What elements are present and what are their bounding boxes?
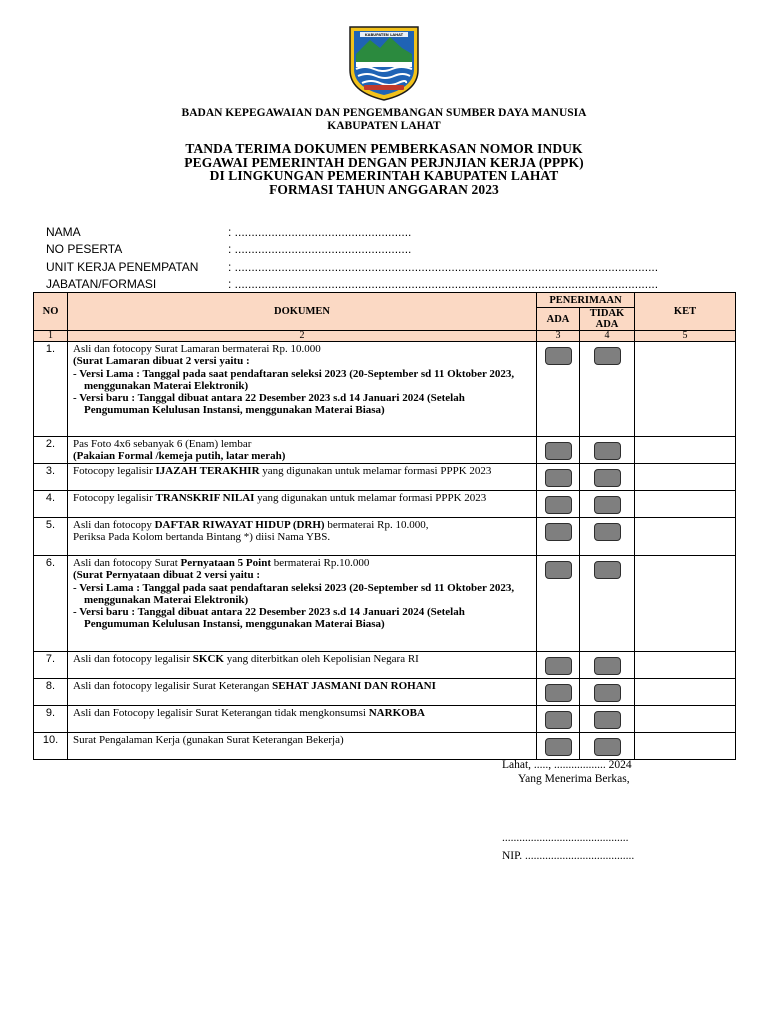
field-value-blank[interactable]: : ............................................................................................................................... — [228, 276, 659, 291]
doc-text: Asli dan fotocopy legalisir — [73, 653, 193, 665]
title-line-3: DI LINGKUNGAN PEMERINTAH KABUPATEN LAHAT — [209, 168, 559, 183]
ada-cell — [537, 437, 580, 464]
col-number: 2 — [68, 331, 537, 342]
doc-text: Asli dan fotocopy Surat — [73, 557, 181, 569]
document-title — [0, 142, 768, 196]
doc-keyword: IJAZAH TERAKHIR — [155, 465, 260, 477]
table-row — [34, 437, 736, 464]
identity-fields — [46, 225, 736, 294]
document-description — [68, 437, 537, 464]
ada-cell — [537, 491, 580, 518]
tidak-ada-cell — [580, 437, 635, 464]
ada-cell — [537, 518, 580, 556]
tidak-ada-cell — [580, 652, 635, 679]
document-description — [68, 652, 537, 679]
doc-text: Asli dan fotocopy legalisir Surat Keterangan — [73, 680, 273, 692]
tidak-ada-checkbox[interactable] — [594, 469, 621, 487]
ket-cell[interactable] — [635, 464, 736, 491]
field-value-blank[interactable]: : ..................................................... — [228, 225, 412, 239]
doc-main: Pas Foto 4x6 sebanyak 6 (Enam) lembar — [73, 438, 252, 450]
doc-main — [73, 557, 532, 569]
kabupaten-lahat-emblem — [346, 24, 422, 102]
row-number: 5. — [34, 518, 68, 556]
table-row — [34, 652, 736, 679]
doc-bullet: - Versi baru : Tanggal dibuat antara 22 Desember 2023 s.d 14 Januari 2024 (Setelah Pengumuman Kelulusan Instansi, menggunakan Materai Biasa) — [73, 392, 465, 417]
ket-cell[interactable] — [635, 491, 736, 518]
tidak-ada-checkbox[interactable] — [594, 496, 621, 514]
document-description — [68, 518, 537, 556]
document-description — [68, 679, 537, 706]
row-number: 1. — [34, 342, 68, 437]
tidak-ada-cell — [580, 491, 635, 518]
title-line-2: PEGAWAI PEMERINTAH DENGAN PERJNJIAN KERJA (PPPK) — [184, 154, 584, 170]
doc-keyword: DAFTAR RIWAYAT HIDUP (DRH) — [154, 519, 325, 531]
doc-keyword: TRANSKRIF NILAI — [155, 492, 255, 504]
doc-text: yang diterbitkan oleh Kepolisian Negara RI — [223, 653, 419, 665]
document-description — [68, 706, 537, 733]
tidak-ada-cell — [580, 679, 635, 706]
ket-cell[interactable] — [635, 556, 736, 652]
field-value-blank[interactable]: : ............................................................................................................................... — [228, 259, 659, 274]
col-number: 1 — [34, 331, 68, 342]
document-description — [68, 491, 537, 518]
ada-cell — [537, 652, 580, 679]
tidak-ada-checkbox[interactable] — [594, 561, 621, 579]
ket-cell[interactable] — [635, 733, 736, 760]
doc-text: Asli dan Fotocopy legalisir Surat Keterangan tidak mengkonsumsi — [73, 707, 369, 719]
table-row — [34, 464, 736, 491]
field-unit-kerja — [46, 260, 736, 277]
row-number: 2. — [34, 437, 68, 464]
signature-line[interactable]: ............................................ — [502, 832, 629, 844]
col-number: 3 — [537, 331, 580, 342]
tidak-ada-checkbox[interactable] — [594, 684, 621, 702]
nip-field[interactable]: NIP. ...................................... — [502, 850, 635, 862]
ket-cell[interactable] — [635, 652, 736, 679]
table-row — [34, 342, 736, 437]
field-no-peserta — [46, 242, 736, 259]
tidak-ada-cell — [580, 342, 635, 437]
table-row — [34, 556, 736, 652]
field-label: NO PESERTA — [46, 242, 123, 257]
ada-checkbox[interactable] — [545, 347, 572, 365]
organization-header — [0, 107, 768, 133]
tidak-ada-cell — [580, 518, 635, 556]
field-value-blank[interactable]: : ..................................................... — [228, 242, 412, 257]
doc-text: Surat Pengalaman Kerja (gunakan Surat Keterangan Bekerja) — [73, 734, 344, 746]
field-label: UNIT KERJA PENEMPATAN — [46, 259, 199, 274]
signature-block — [502, 758, 632, 786]
doc-keyword: SKCK — [192, 653, 224, 665]
ket-cell[interactable] — [635, 679, 736, 706]
table-row — [34, 733, 736, 760]
ket-cell[interactable] — [635, 437, 736, 464]
doc-text: Asli dan fotocopy — [73, 519, 155, 531]
tidak-ada-checkbox[interactable] — [594, 738, 621, 756]
header-no: NO — [34, 293, 68, 331]
ket-cell[interactable] — [635, 342, 736, 437]
place-date: Lahat, ....., .................. 2024 — [502, 759, 632, 771]
doc-keyword: NARKOBA — [368, 707, 425, 719]
ada-checkbox[interactable] — [545, 469, 572, 487]
ada-cell — [537, 464, 580, 491]
header-ket: KET — [635, 293, 736, 331]
tidak-ada-cell — [580, 464, 635, 491]
doc-text: bermaterai Rp.10.000 — [271, 557, 370, 569]
doc-text: Fotocopy legalisir — [73, 465, 156, 477]
ada-checkbox[interactable] — [545, 684, 572, 702]
tidak-ada-checkbox[interactable] — [594, 442, 621, 460]
doc-keyword: SEHAT JASMANI DAN ROHANI — [272, 680, 436, 692]
row-number: 10. — [34, 733, 68, 760]
receiver-label: Yang Menerima Berkas, — [518, 773, 630, 785]
ada-checkbox[interactable] — [545, 496, 572, 514]
ket-cell[interactable] — [635, 706, 736, 733]
title-line-1: TANDA TERIMA DOKUMEN PEMBERKASAN NOMOR INDUK — [185, 141, 583, 156]
ada-checkbox[interactable] — [545, 738, 572, 756]
table-row — [34, 679, 736, 706]
doc-text: yang digunakan untuk melamar formasi PPPK 2023 — [259, 465, 492, 477]
ada-cell — [537, 706, 580, 733]
ada-cell — [537, 556, 580, 652]
doc-sub: (Surat Lamaran dibuat 2 versi yaitu : — [73, 355, 250, 368]
header-penerimaan: PENERIMAAN — [537, 293, 635, 308]
document-description — [68, 342, 537, 437]
table-row — [34, 491, 736, 518]
document-description — [68, 556, 537, 652]
tidak-ada-cell — [580, 556, 635, 652]
doc-bullet: - Versi Lama : Tanggal pada saat pendaftaran seleksi 2023 (20-September sd 11 Oktober 2023, menggunakan Materai Elektronik) — [73, 367, 515, 392]
ada-checkbox[interactable] — [545, 657, 572, 675]
doc-bullet: - Versi Lama : Tanggal pada saat pendaftaran seleksi 2023 (20-September sd 11 Oktober 2023, menggunakan Materai Elektronik) — [73, 581, 515, 606]
ada-cell — [537, 342, 580, 437]
row-number: 7. — [34, 652, 68, 679]
header-tidak-ada: TIDAK ADA — [580, 308, 635, 331]
doc-text: Fotocopy legalisir — [73, 492, 156, 504]
doc-keyword: Pernyataan 5 Point — [180, 557, 271, 569]
logo-text: KABUPATEN LAHAT — [364, 33, 404, 38]
ada-checkbox[interactable] — [545, 523, 572, 541]
ada-cell — [537, 679, 580, 706]
doc-main: Asli dan fotocopy Surat Lamaran bermaterai Rp. 10.000 — [73, 343, 321, 355]
doc-sub: (Surat Pernyataan dibuat 2 versi yaitu : — [73, 569, 260, 582]
tidak-ada-cell — [580, 733, 635, 760]
title-line-4: FORMASI TAHUN ANGGARAN 2023 — [269, 181, 499, 197]
doc-bullet: - Versi baru : Tanggal dibuat antara 22 Desember 2023 s.d 14 Januari 2024 (Setelah Pengumuman Kelulusan Instansi, menggunakan Materai Biasa) — [73, 606, 465, 631]
ada-checkbox[interactable] — [545, 442, 572, 460]
table-row — [34, 518, 736, 556]
row-number: 4. — [34, 491, 68, 518]
doc-sub: (Pakaian Formal /kemeja putih, latar merah) — [73, 450, 286, 463]
tidak-ada-checkbox[interactable] — [594, 347, 621, 365]
tidak-ada-checkbox[interactable] — [594, 711, 621, 729]
org-line-2: KABUPATEN LAHAT — [327, 120, 441, 132]
tidak-ada-checkbox[interactable] — [594, 523, 621, 541]
row-number: 8. — [34, 679, 68, 706]
column-number-row — [34, 331, 736, 342]
col-number: 4 — [580, 331, 635, 342]
header-ada: ADA — [537, 308, 580, 331]
document-description — [68, 464, 537, 491]
ada-checkbox[interactable] — [545, 561, 572, 579]
field-label: NAMA — [46, 225, 81, 239]
org-line-1: BADAN KEPEGAWAIAN DAN PENGEMBANGAN SUMBER DAYA MANUSIA — [181, 107, 587, 119]
col-number: 5 — [635, 331, 736, 342]
tidak-ada-checkbox[interactable] — [594, 657, 621, 675]
doc-text: yang digunakan untuk melamar formasi PPPK 2023 — [254, 492, 487, 504]
ket-cell[interactable] — [635, 518, 736, 556]
tidak-ada-cell — [580, 706, 635, 733]
document-checklist-table — [33, 292, 736, 760]
table-row — [34, 706, 736, 733]
row-number: 9. — [34, 706, 68, 733]
doc-text: bermaterai Rp. 10.000, — [324, 519, 429, 531]
row-number: 6. — [34, 556, 68, 652]
ada-cell — [537, 733, 580, 760]
header-dokumen: DOKUMEN — [68, 293, 537, 331]
row-number: 3. — [34, 464, 68, 491]
field-nama — [46, 225, 736, 242]
ada-checkbox[interactable] — [545, 711, 572, 729]
document-description — [68, 733, 537, 760]
field-label: JABATAN/FORMASI — [46, 276, 157, 291]
doc-extra: Periksa Pada Kolom bertanda Bintang *) diisi Nama YBS. — [73, 531, 331, 544]
